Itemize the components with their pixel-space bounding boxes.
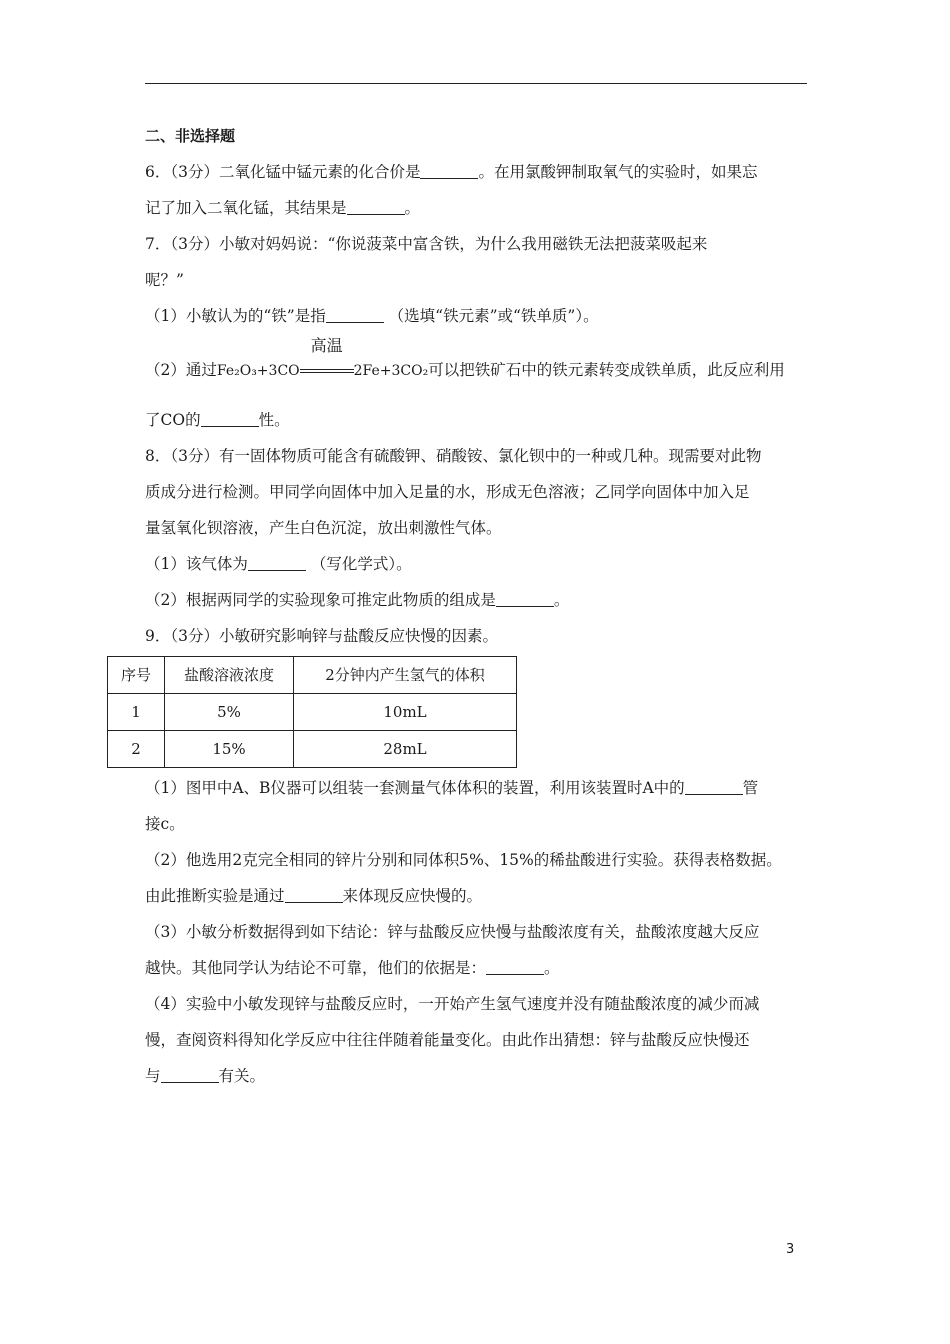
table-cell: 1: [108, 694, 165, 731]
equation-arrow: [300, 336, 354, 384]
equation-right: 2Fe+3CO₂: [353, 363, 429, 379]
table-cell: 5%: [165, 694, 294, 731]
equation-condition: 高温: [310, 336, 343, 355]
q9-sub-1-line-1: （1）图甲中A、B仪器可以组装一套测量气体体积的装置，利用该装置时A中的 管: [145, 779, 759, 797]
q8-sub-1: （1）该气体为 （写化学式）。: [145, 555, 412, 573]
answer-blank[interactable]: [248, 554, 306, 571]
q8-line-2: 质成分进行检测。甲同学向固体中加入足量的水，形成无色溶液；乙同学向固体中加入足: [145, 483, 750, 501]
q9-sub-2-line-1: （2）他选用2克完全相同的锌片分别和同体积5%、15%的稀盐酸进行实验。获得表格数据。: [145, 851, 782, 869]
table-header-cell: 盐酸溶液浓度: [165, 657, 294, 694]
table-cell: 2: [108, 731, 165, 768]
answer-blank[interactable]: [420, 162, 478, 179]
q8-sub-2: （2）根据两同学的实验现象可推定此物质的组成是 。: [145, 591, 570, 609]
q6-line-1: 6．（3分）二氧化锰中锰元素的化合价是 。在用氯酸钾制取氧气的实验时，如果忘: [145, 163, 758, 181]
q9-sub-3-line-1: （3）小敏分析数据得到如下结论：锌与盐酸反应快慢与盐酸浓度有关，盐酸浓度越大反应: [145, 923, 760, 941]
q7-line-1: 7．（3分）小敏对妈妈说：“你说菠菜中富含铁，为什么我用磁铁无法把菠菜吸起来: [145, 235, 708, 253]
table-row: [108, 731, 517, 768]
q9-sub-1-line-2: 接c。: [145, 815, 185, 833]
q6-line-2: 记了加入二氧化锰，其结果是 。: [145, 199, 421, 217]
q7-sub-1: （1）小敏认为的“铁”是指 （选填“铁元素”或“铁单质”）。: [145, 307, 599, 325]
table-cell: 15%: [165, 731, 294, 768]
answer-blank[interactable]: [285, 886, 343, 903]
q7-line-2: 呢？”: [145, 271, 184, 289]
equation-left: Fe₂O₃+3CO: [216, 363, 300, 379]
q7-sub-2-line-2: 了CO的 性。: [145, 411, 290, 429]
data-table: [107, 656, 517, 768]
q9-sub-4-line-1: （4）实验中小敏发现锌与盐酸反应时，一开始产生氢气速度并没有随盐酸浓度的减少而减: [145, 995, 760, 1013]
q9-sub-3-line-2: 越快。其他同学认为结论不可靠，他们的依据是： 。: [145, 959, 560, 977]
q8-line-3: 量氢氧化钡溶液，产生白色沉淀，放出刺激性气体。: [145, 519, 502, 537]
page-content: [120, 118, 807, 1094]
table-header-row: [108, 657, 517, 694]
q9-sub-2-line-2: 由此推断实验是通过 来体现反应快慢的。: [145, 887, 483, 905]
answer-blank[interactable]: [201, 410, 259, 427]
q9-line-1: 9．（3分）小敏研究影响锌与盐酸反应快慢的因素。: [145, 627, 498, 645]
page-number: 3: [786, 1242, 795, 1257]
q7-sub-2: （2）通过Fe₂O₃+3CO 高温 2Fe+3CO₂可以把铁矿石中的铁元素转变成铁单质，此反应利用: [145, 334, 807, 394]
header-rule: [145, 83, 807, 84]
answer-blank[interactable]: [685, 778, 743, 795]
table-header-cell: 2分钟内产生氢气的体积: [294, 657, 517, 694]
q9-sub-4-line-2: 慢，查阅资料得知化学反应中往往伴随着能量变化。由此作出猜想：锌与盐酸反应快慢还: [145, 1031, 750, 1049]
answer-blank[interactable]: [347, 198, 405, 215]
table-header-cell: 序号: [108, 657, 165, 694]
answer-blank[interactable]: [326, 306, 384, 323]
q9-sub-4-line-3: 与 有关。: [145, 1067, 266, 1085]
section-title: 二、非选择题: [145, 127, 236, 145]
answer-blank[interactable]: [486, 958, 544, 975]
table-row: [108, 694, 517, 731]
answer-blank[interactable]: [161, 1066, 219, 1083]
table-cell: 28mL: [294, 731, 517, 768]
q8-line-1: 8．（3分）有一固体物质可能含有硫酸钾、硝酸铵、氯化钡中的一种或几种。现需要对此物: [145, 447, 762, 465]
answer-blank[interactable]: [496, 590, 554, 607]
table-cell: 10mL: [294, 694, 517, 731]
